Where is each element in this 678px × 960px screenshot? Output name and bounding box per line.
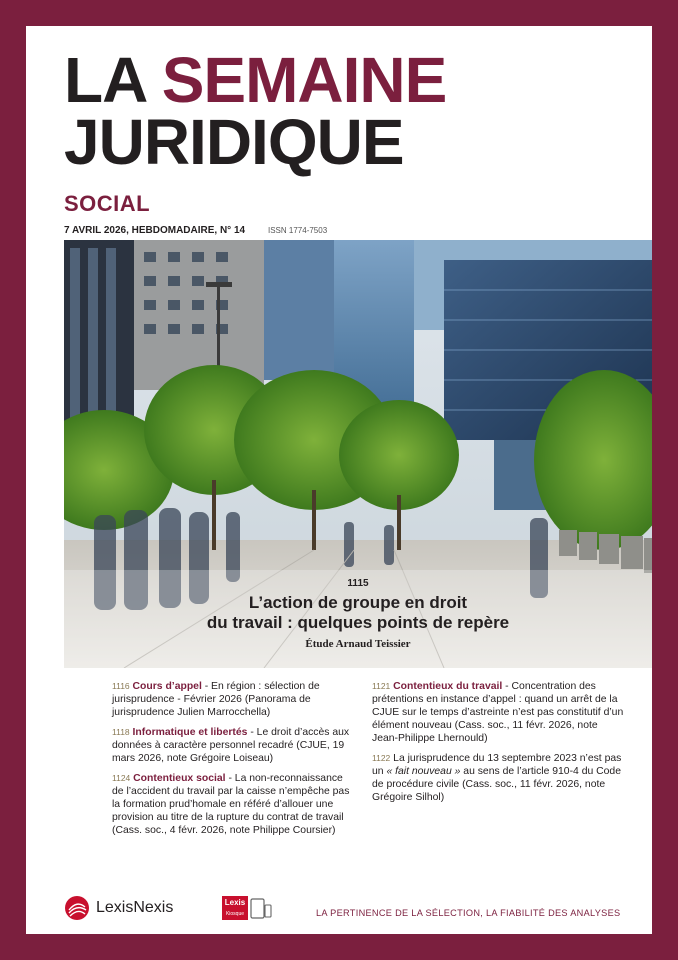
tagline: LA PERTINENCE DE LA SÉLECTION, LA FIABILITÉ DES ANALYSES <box>316 908 621 918</box>
kiosque-subtitle: Kiosque <box>225 911 245 917</box>
toc-entry-number: 1121 <box>372 681 391 691</box>
devices-icon <box>250 896 272 920</box>
feature-number: 1115 <box>347 578 369 589</box>
issue-date: 7 AVRIL 2026, HEBDOMADAIRE, N° 14 <box>64 225 246 236</box>
toc-entry[interactable] <box>372 752 626 804</box>
toc-entry-number: 1118 <box>112 727 130 737</box>
toc-entry-text-a: La jurisprudence du 13 septembre 2023 n’est pas un <box>372 753 622 777</box>
lexis-kiosque-logo[interactable] <box>222 896 272 920</box>
issn: ISSN 1774-7503 <box>268 226 328 235</box>
toc-entry-italic: « fait nouveau » <box>386 766 461 777</box>
feature-title-line-2: du travail : quelques points de repère <box>206 613 510 632</box>
kiosque-title: Lexis <box>224 898 246 907</box>
lexisnexis-logo[interactable] <box>64 895 173 921</box>
toc-entry-text-b: au sens de l’article 910-4 du Code de procédure civile (Cass. soc., 11 févr. 2026, note Grégoire Silhol) <box>372 766 621 803</box>
toc-entry-text: - En région : sélection de jurisprudence - Février 2026 (Panorama de jurisprudence Julien Marrocchella) <box>112 681 320 718</box>
lexisnexis-brand: LexisNexis <box>96 899 174 916</box>
toc-entry-number: 1122 <box>372 753 391 763</box>
feature-caption <box>64 578 652 650</box>
masthead-line-1 <box>64 44 447 116</box>
toc-entry-text: - La non-reconnaissance de l’accident du travail par la caisse n’empêche pas la formation prud’homale en référé d’allouer une provision au titre de la rupture du contrat de travail (Cass. soc., 4 févr. 2026, note Philippe Coursier) <box>112 773 350 836</box>
toc-left-column <box>112 680 352 844</box>
masthead-la: LA <box>64 44 162 116</box>
masthead-line-2: JURIDIQUE <box>64 106 404 178</box>
toc-entry-keyword: Informatique et libertés <box>132 727 248 738</box>
toc-entry-text: - Concentration des prétentions en instance d’appel : quand un arrêt de la CJUE sur le temps d’astreinte n’est pas constitutif d’un élément nouveau (Cass. soc., 11 févr. 2026, note Jean-Philippe Lhernould) <box>372 681 624 744</box>
feature-title[interactable] <box>64 593 652 633</box>
toc-entry-text: - Le droit d’accès aux données à caractère personnel recadré (CJUE, 19 mars 2026, note Grégoire Loiseau) <box>112 727 350 764</box>
toc-entry-number: 1116 <box>112 681 130 691</box>
feature-title-line-1: L’action de groupe en droit <box>248 593 468 612</box>
feature-author: Étude Arnaud Teissier <box>305 638 411 650</box>
toc-entry-number: 1124 <box>112 773 131 783</box>
toc-entry[interactable] <box>112 772 352 837</box>
cover-photo <box>64 240 652 668</box>
cover-page <box>26 26 652 934</box>
lexisnexis-emblem-icon <box>64 895 90 921</box>
toc-entry-keyword: Contentieux du travail <box>393 681 503 692</box>
section-title: SOCIAL <box>64 191 151 216</box>
toc-entry[interactable] <box>112 680 352 719</box>
kiosque-badge <box>222 896 248 920</box>
toc-right-column <box>372 680 626 811</box>
toc-entry-keyword: Contentieux social <box>133 773 226 784</box>
masthead-semaine: SEMAINE <box>161 44 447 116</box>
toc-entry-keyword: Cours d’appel <box>132 681 202 692</box>
toc-entry[interactable] <box>372 680 626 745</box>
toc-entry[interactable] <box>112 726 352 765</box>
